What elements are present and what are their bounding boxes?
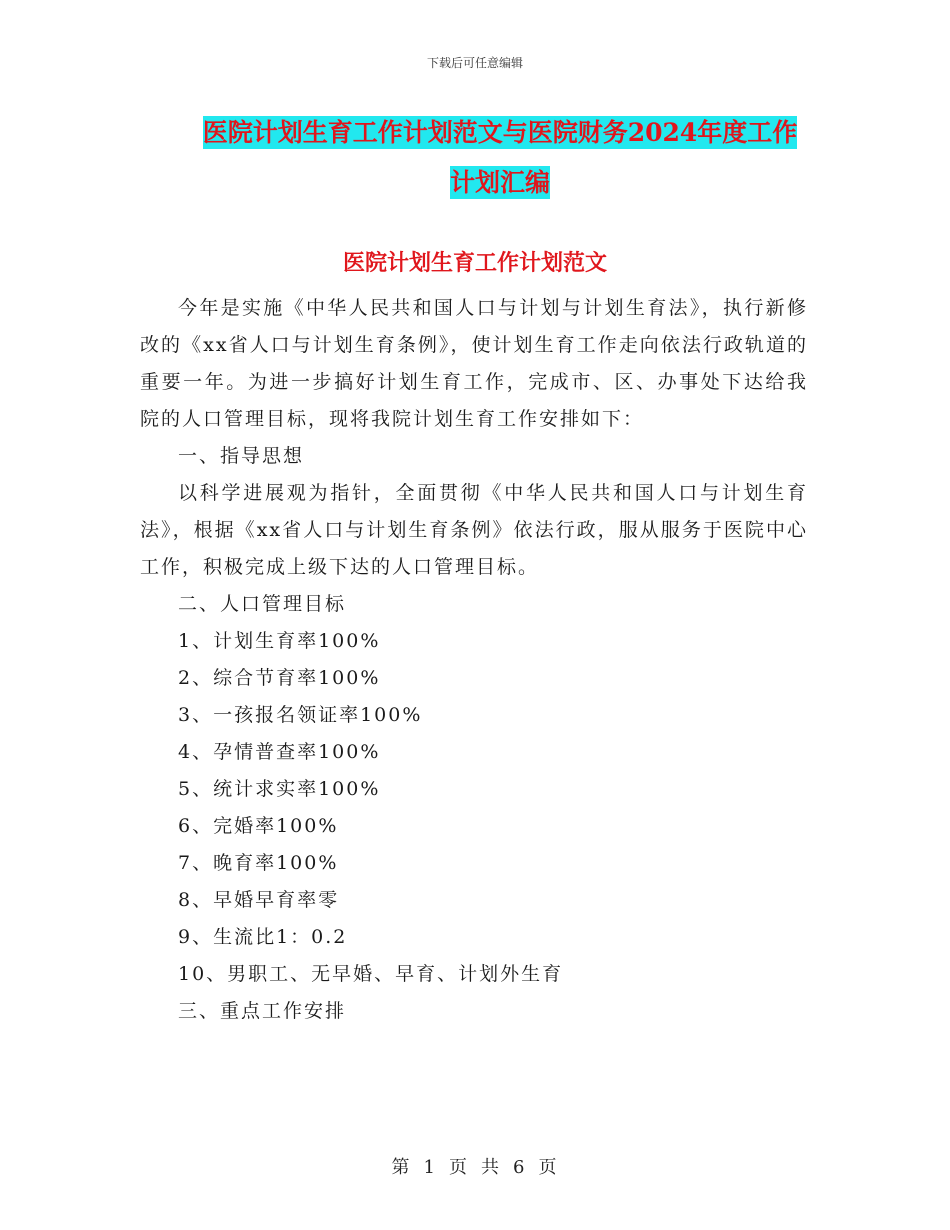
list-item: 5、统计求实率100%	[178, 778, 381, 800]
list-item: 6、完婚率100%	[178, 815, 339, 837]
document-title-line1: 医院计划生育工作计划范文与医院财务2024年度工作	[202, 118, 798, 147]
list-item: 9、生流比1：0.2	[178, 926, 348, 948]
document-title-line2: 计划汇编	[449, 168, 550, 197]
footer-gong: 共	[481, 1157, 501, 1178]
document-body	[140, 290, 808, 1030]
heading-guiding-ideology: 一、指导思想	[178, 445, 305, 467]
footer-ye: 页	[449, 1157, 469, 1178]
footer-ye2: 页	[538, 1157, 559, 1178]
document-title	[140, 108, 860, 208]
footer-di: 第	[391, 1157, 412, 1178]
list-item: 8、早婚早育率零	[178, 889, 340, 911]
list-item: 3、一孩报名领证率100%	[178, 704, 423, 726]
heading-key-work: 三、重点工作安排	[178, 1000, 347, 1022]
list-item: 10、男职工、无早婚、早育、计划外生育	[178, 963, 564, 985]
header-note: 下载后可任意编辑	[426, 56, 523, 70]
page-footer	[0, 1153, 950, 1179]
section-title: 医院计划生育工作计划范文	[342, 250, 607, 276]
list-item: 4、孕情普查率100%	[178, 741, 381, 763]
list-item: 7、晚育率100%	[178, 852, 339, 874]
heading-population-targets: 二、人口管理目标	[178, 593, 347, 615]
list-item: 2、综合节育率100%	[178, 667, 381, 689]
list-item: 1、计划生育率100%	[178, 630, 381, 652]
footer-page-number: 1	[423, 1157, 437, 1178]
guiding-paragraph: 以科学进展观为指针，全面贯彻《中华人民共和国人口与计划生育法》，根据《xx省人口与计划生育条例》依法行政，服从服务于医院中心工作，积极完成上级下达的人口管理目标。	[140, 482, 808, 578]
footer-total-pages: 6	[513, 1157, 527, 1178]
intro-paragraph: 今年是实施《中华人民共和国人口与计划与计划生育法》，执行新修改的《xx省人口与计划生育条例》，使计划生育工作走向依法行政轨道的重要一年。为进一步搞好计划生育工作，完成市、区、办事处下达给我院的人口管理目标，现将我院计划生育工作安排如下：	[140, 297, 808, 430]
